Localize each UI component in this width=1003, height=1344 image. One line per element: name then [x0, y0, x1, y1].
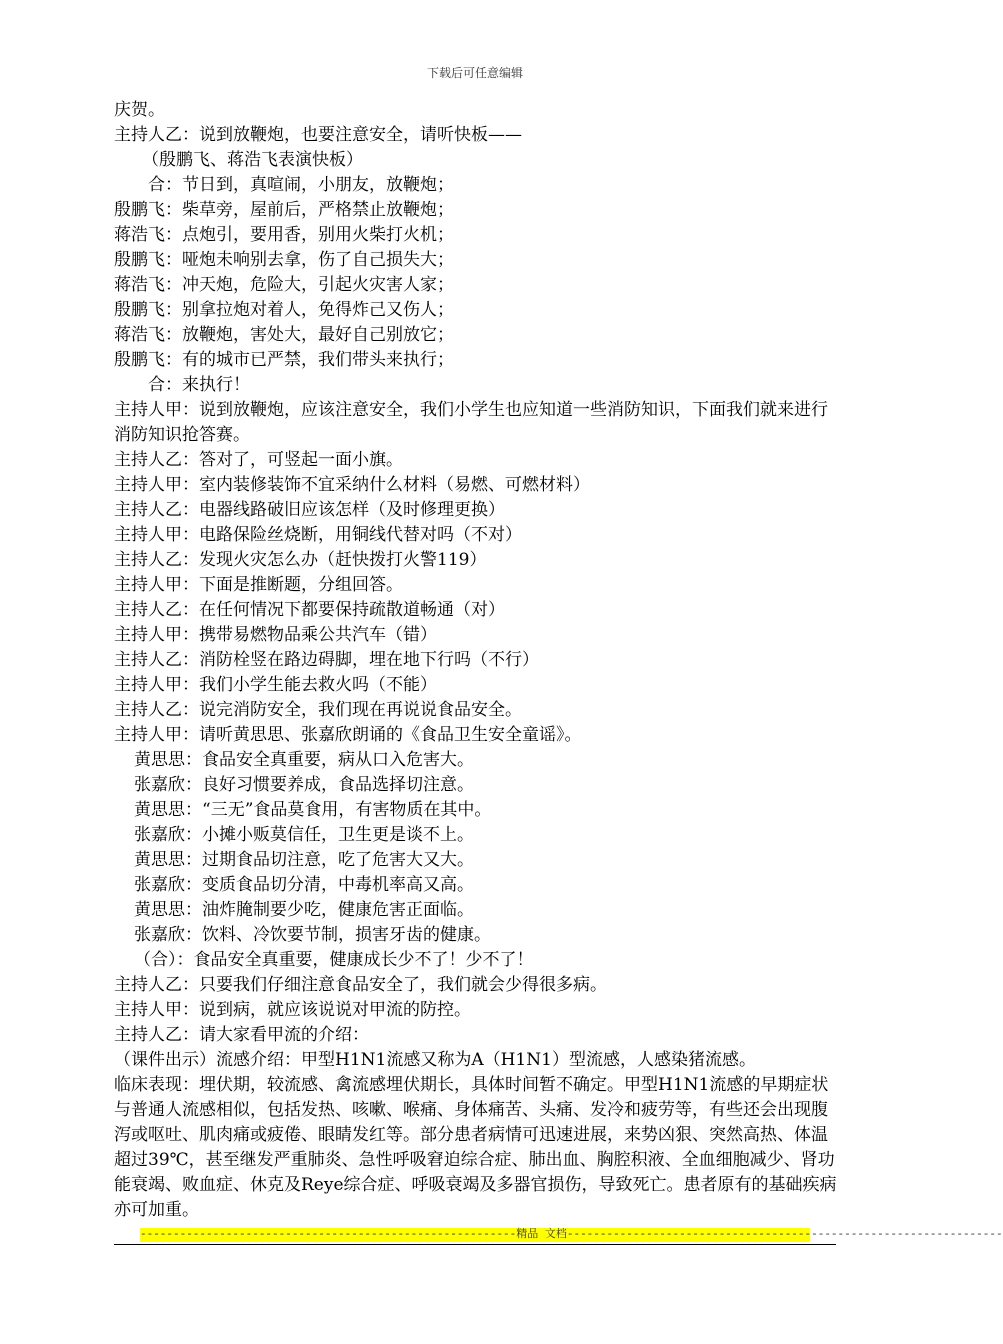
dialogue-paragraph: 主持人甲：说到放鞭炮，应该注意安全，我们小学生也应知道一些消防知识，下面我们就来进行消防知识抢答赛。: [114, 400, 828, 445]
page-header: 下载后可任意编辑: [426, 66, 523, 80]
footer-dashes-right: ------------------------------------------------------------------: [566, 1229, 1003, 1241]
dialogue-line: 殷鹏飞：柴草旁，屋前后，严格禁止放鞭炮；: [114, 200, 454, 220]
poem-line: 黄思思：油炸腌制要少吃，健康危害正面临。: [134, 900, 474, 920]
dialogue-line: 主持人甲：携带易燃物品乘公共汽车（错）: [114, 625, 437, 645]
poem-line: 黄思思：“三无”食品莫食用，有害物质在其中。: [134, 800, 492, 820]
stage-direction: （殷鹏飞、蒋浩飞表演快板）: [142, 150, 363, 170]
text-line: 主持人乙：说到放鞭炮，也要注意安全，请听快板——: [114, 125, 522, 145]
courseware-intro-line: （课件出示）流感介绍：甲型H1N1流感又称为A（H1N1）型流感，人感染猪流感。: [114, 1050, 756, 1070]
poem-line: 黄思思：过期食品切注意，吃了危害大又大。: [134, 850, 474, 870]
footer-highlight-band: [140, 1228, 1003, 1242]
chorus-line: 合：来执行！: [148, 375, 250, 395]
dialogue-line: 主持人乙：消防栓竖在路边碍脚，埋在地下行吗（不行）: [114, 650, 539, 670]
dialogue-line: 主持人乙：请大家看甲流的介绍：: [114, 1025, 369, 1045]
footer-dashes-left: ---------------------------------------------------------: [140, 1229, 517, 1241]
dialogue-line: 主持人甲：说到病，就应该说说对甲流的防控。: [114, 1000, 471, 1020]
dialogue-line: 主持人乙：答对了，可竖起一面小旗。: [114, 450, 403, 470]
dialogue-line: 主持人甲：我们小学生能去救火吗（不能）: [114, 675, 437, 695]
poem-line: 张嘉欣：良好习惯要养成，食品选择切注意。: [134, 775, 474, 795]
poem-line: 张嘉欣：变质食品切分清，中毒机率高又高。: [134, 875, 474, 895]
dialogue-line: 殷鹏飞：哑炮未响别去拿，伤了自己损失大；: [114, 250, 454, 270]
dialogue-line: 主持人甲：室内装修装饰不宜采纳什么材料（易燃、可燃材料）: [114, 475, 590, 495]
dialogue-line: 主持人甲：下面是推断题，分组回答。: [114, 575, 403, 595]
dialogue-line: 殷鹏飞：别拿拉炮对着人，免得炸己又伤人；: [114, 300, 454, 320]
footer-divider: [114, 1244, 836, 1245]
footer-label: 精品 文档: [516, 1229, 567, 1241]
dialogue-line: 殷鹏飞：有的城市已严禁，我们带头来执行；: [114, 350, 454, 370]
text-line: 庆贺。: [114, 100, 165, 120]
document-body: [114, 98, 844, 1223]
dialogue-line: 蒋浩飞：放鞭炮，害处大，最好自己别放它；: [114, 325, 454, 345]
dialogue-line: 蒋浩飞：冲天炮，危险大，引起火灾害人家；: [114, 275, 454, 295]
clinical-paragraph: 临床表现：埋伏期，较流感、禽流感埋伏期长，具体时间暂不确定。甲型H1N1流感的早期症状与普通人流感相似，包括发热、咳嗽、喉痛、身体痛苦、头痛、发冷和疲劳等，有些还会出现腹泻或呕吐、肌肉痛或疲倦、眼睛发红等。部分患者病情可迅速进展，来势凶狠、突然高热、体温超过39℃，甚至继发严重肺炎、急性呼吸窘迫综合症、肺出血、胸腔积液、全血细胞减少、肾功能衰竭、败血症、休克及Reye综合症、呼吸衰竭及多器官损伤，导致死亡。患者原有的基础疾病亦可加重。: [114, 1075, 837, 1220]
dialogue-line: 主持人甲：请听黄思思、张嘉欣朗诵的《食品卫生安全童谣》。: [114, 725, 582, 745]
dialogue-line: 主持人乙：发现火灾怎么办（赶快拨打火警119）: [114, 550, 487, 570]
poem-line: 黄思思：食品安全真重要，病从口入危害大。: [134, 750, 474, 770]
chorus-line: 合：节日到，真喧闹，小朋友，放鞭炮；: [148, 175, 454, 195]
dialogue-line: 主持人乙：只要我们仔细注意食品安全了，我们就会少得很多病。: [114, 975, 607, 995]
poem-line: 张嘉欣：饮料、冷饮要节制，损害牙齿的健康。: [134, 925, 491, 945]
dialogue-line: 蒋浩飞：点炮引，要用香，别用火柴打火机；: [114, 225, 454, 245]
dialogue-line: 主持人乙：说完消防安全，我们现在再说说食品安全。: [114, 700, 522, 720]
dialogue-line: 主持人乙：在任何情况下都要保持疏散道畅通（对）: [114, 600, 505, 620]
dialogue-line: 主持人甲：电路保险丝烧断，用铜线代替对吗（不对）: [114, 525, 522, 545]
poem-chorus-line: （合）：食品安全真重要，健康成长少不了！少不了！: [134, 950, 534, 970]
poem-line: 张嘉欣：小摊小贩莫信任，卫生更是谈不上。: [134, 825, 474, 845]
dialogue-line: 主持人乙：电器线路破旧应该怎样（及时修理更换）: [114, 500, 505, 520]
